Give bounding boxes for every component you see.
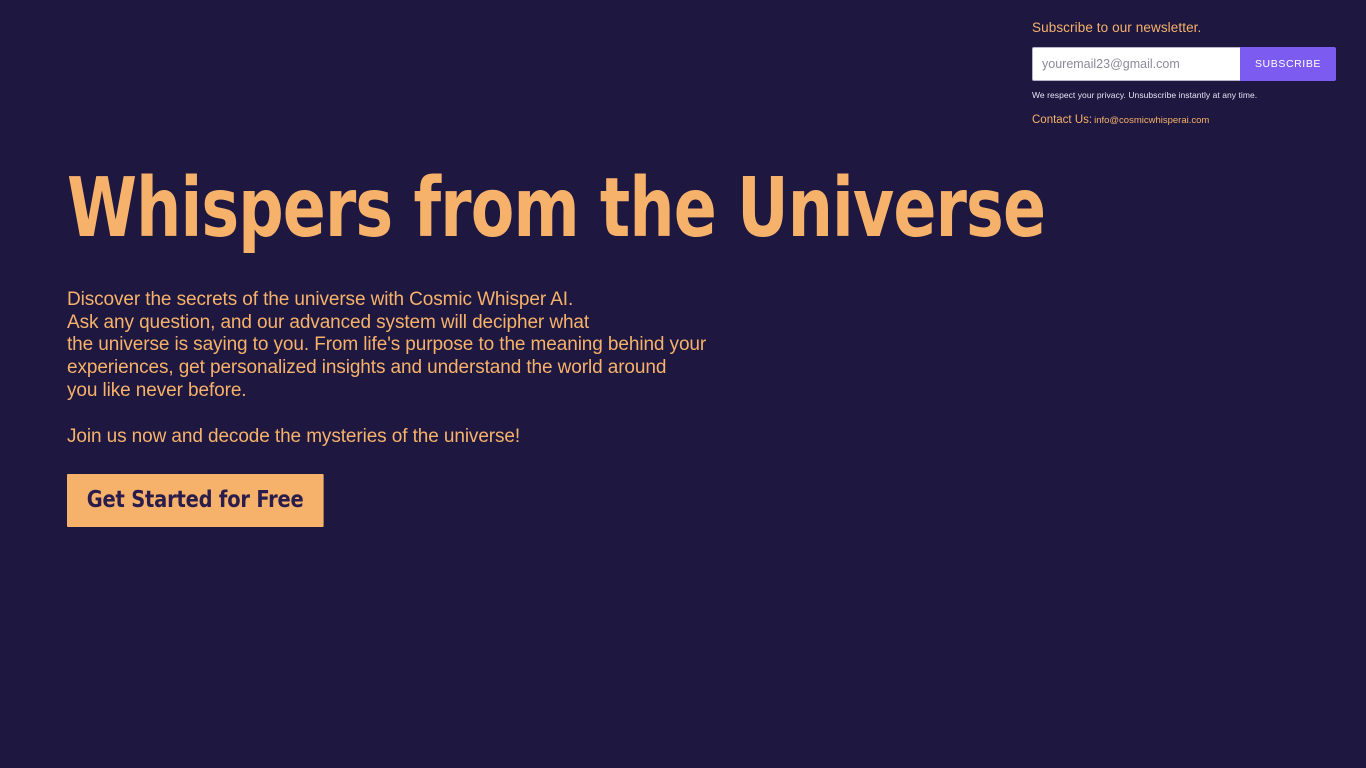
hero-description-line: the universe is saying to you. From life's purpose to the meaning behind your xyxy=(67,334,707,356)
contact-email-link[interactable]: info@cosmicwhisperai.com xyxy=(1094,115,1210,126)
subscribe-form xyxy=(1032,47,1336,81)
newsletter-panel xyxy=(1032,20,1336,128)
privacy-note: We respect your privacy. Unsubscribe instantly at any time. xyxy=(1032,90,1258,100)
hero-description-line: experiences, get personalized insights and understand the world around xyxy=(67,357,667,379)
email-input[interactable] xyxy=(1032,47,1240,81)
subscribe-button[interactable]: SUBSCRIBE xyxy=(1240,47,1336,81)
hero-description-line: Discover the secrets of the universe with Cosmic Whisper AI. xyxy=(67,289,574,310)
hero-description-line: Ask any question, and our advanced system will decipher what xyxy=(67,311,590,333)
contact-line xyxy=(1032,113,1336,128)
hero-call-to-action-text: Join us now and decode the mysteries of the universe! xyxy=(67,425,521,447)
newsletter-title: Subscribe to our newsletter. xyxy=(1032,20,1202,35)
hero-section xyxy=(67,161,1046,527)
hero-description-line: you like never before. xyxy=(67,379,247,401)
contact-label: Contact Us: xyxy=(1032,114,1093,126)
get-started-button[interactable]: Get Started for Free xyxy=(67,474,323,527)
hero-description xyxy=(67,289,857,403)
page-title: Whispers from the Universe xyxy=(67,161,1046,256)
